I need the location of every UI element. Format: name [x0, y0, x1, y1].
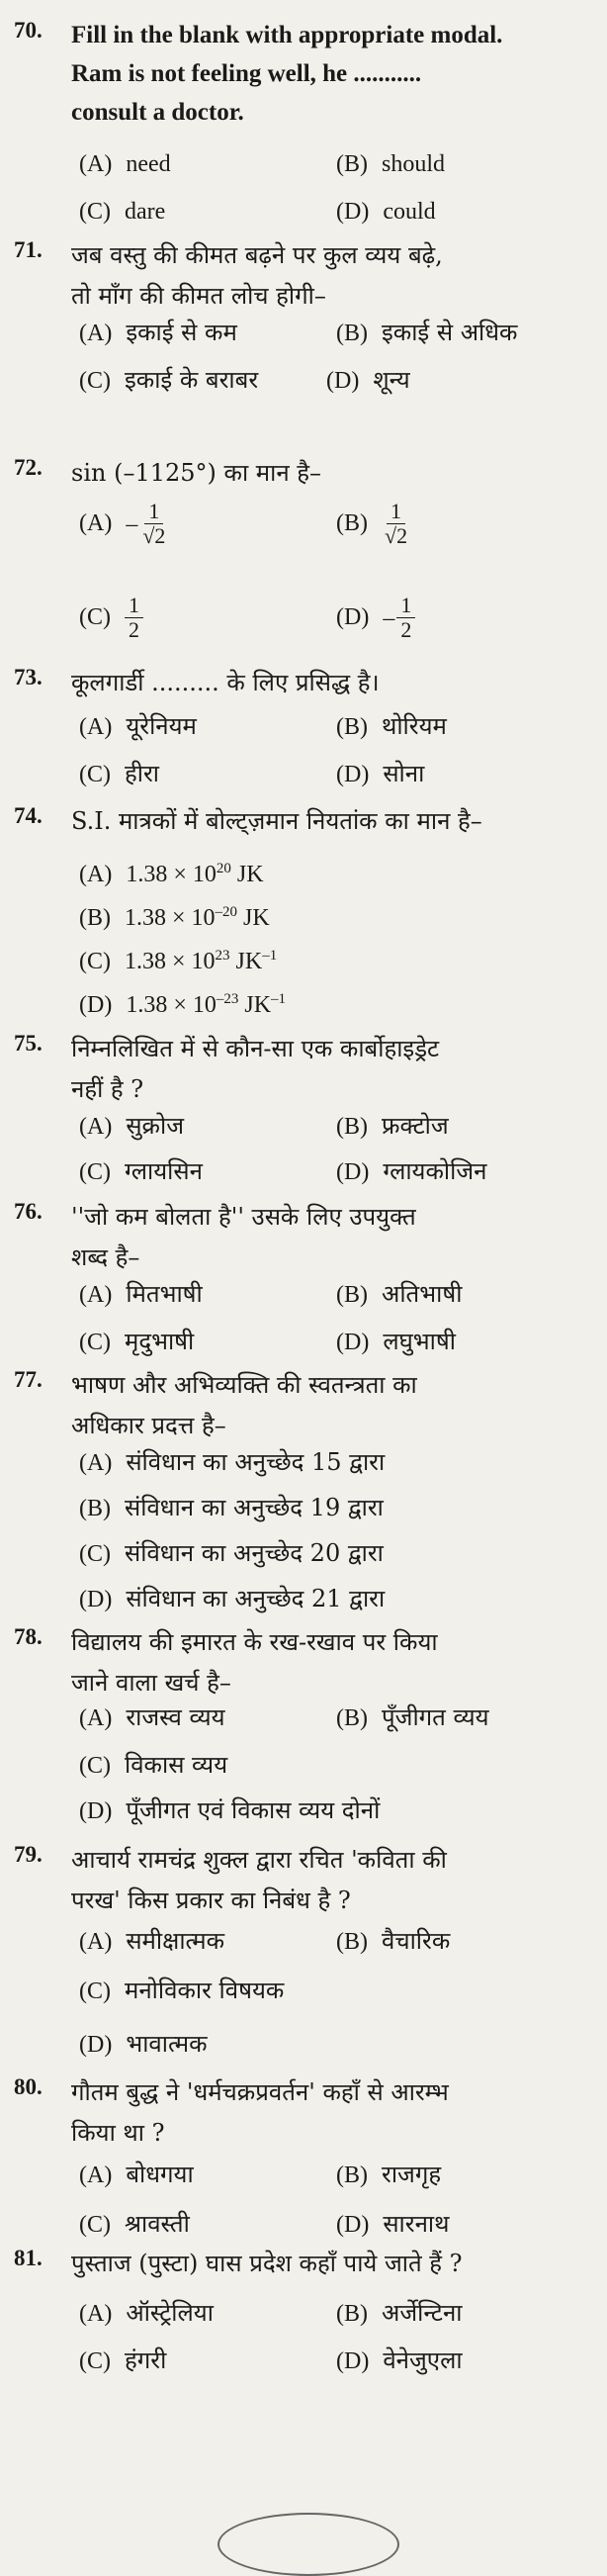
answer-option[interactable] — [336, 2208, 449, 2241]
option-label: (B) — [336, 1705, 368, 1731]
question-stem — [71, 801, 595, 842]
answer-option[interactable] — [79, 2208, 190, 2241]
option-text: फ्रक्टोज — [382, 1112, 449, 1140]
fraction-denominator: √2 — [385, 523, 408, 548]
answer-option[interactable] — [336, 710, 447, 743]
option-label: (D) — [79, 1798, 113, 1824]
answer-option[interactable] — [79, 1975, 284, 2007]
option-text: इकाई से कम — [126, 319, 237, 346]
question-stem — [71, 453, 595, 494]
answer-option[interactable] — [79, 710, 197, 743]
value-unit: JK — [230, 862, 264, 887]
question-stem — [71, 1197, 595, 1278]
question-line: शब्द है– — [71, 1243, 140, 1271]
answer-option[interactable] — [79, 2297, 214, 2330]
answer-option[interactable] — [336, 1110, 449, 1143]
question-line: परख' किस प्रकार का निबंध है ? — [71, 1886, 351, 1914]
option-label: (C) — [79, 1330, 111, 1355]
unit-exponent: –1 — [262, 948, 278, 964]
option-text: लघुभाषी — [383, 1328, 456, 1355]
option-label: (D) — [79, 1587, 113, 1612]
question-line: consult a doctor. — [71, 99, 244, 126]
minus-sign: – — [126, 510, 138, 537]
option-text: संविधान का अनुच्छेद 21 द्वारा — [126, 1585, 386, 1612]
value-base: 1.38 × 10 — [125, 905, 216, 931]
option-label: (C) — [79, 762, 111, 787]
option-label: (A) — [79, 510, 113, 536]
answer-option[interactable] — [336, 2345, 463, 2377]
answer-option[interactable] — [336, 2159, 441, 2191]
question-line: Ram is not feeling well, he ........... — [71, 60, 422, 87]
stamp-edge — [217, 2513, 399, 2576]
question-number: 80. — [14, 2074, 43, 2099]
answer-option[interactable] — [326, 364, 410, 397]
option-label: (C) — [79, 1753, 111, 1779]
answer-option[interactable] — [79, 317, 237, 349]
answer-option[interactable] — [336, 758, 424, 790]
question-line: गौतम बुद्ध ने 'धर्मचक्रप्रवर्तन' कहाँ से आरम्भ — [71, 2078, 449, 2106]
option-label: (D) — [336, 1159, 370, 1185]
fraction-numerator: 1 — [387, 500, 405, 524]
answer-option[interactable] — [79, 1794, 380, 1827]
option-text: संविधान का अनुच्छेद 15 द्वारा — [126, 1448, 386, 1476]
fraction-numerator: 1 — [396, 594, 415, 618]
option-label: (A) — [79, 321, 113, 346]
option-label: (B) — [336, 1929, 368, 1955]
value-unit: JK — [238, 992, 272, 1018]
question-number: 75. — [14, 1031, 43, 1056]
fraction-numerator: 1 — [144, 500, 163, 524]
question-number: 71. — [14, 237, 43, 262]
answer-option[interactable] — [336, 196, 436, 228]
option-label: (C) — [79, 604, 111, 630]
fraction-numerator: 1 — [125, 594, 143, 618]
answer-option[interactable] — [79, 1925, 224, 1958]
answer-option[interactable] — [79, 1326, 194, 1358]
value-base: 1.38 × 10 — [125, 949, 216, 974]
question-stem — [71, 1622, 595, 1703]
question-stem — [71, 1840, 595, 1921]
question-number: 77. — [14, 1367, 43, 1392]
answer-option[interactable] — [79, 2345, 166, 2377]
answer-option[interactable] — [79, 1110, 184, 1143]
option-text: मनोविकार विषयक — [125, 1977, 285, 2004]
option-label: (B) — [336, 321, 368, 346]
answer-option[interactable] — [79, 1155, 203, 1188]
question-line: भाषण और अभिव्यक्ति की स्वतन्त्रता का — [71, 1371, 417, 1399]
option-text: सुक्रोज — [126, 1112, 185, 1140]
option-text: अतिभाषी — [382, 1280, 463, 1308]
answer-option[interactable] — [79, 853, 264, 890]
option-text: could — [383, 199, 436, 225]
question-number: 73. — [14, 665, 43, 690]
option-label: (A) — [79, 1114, 113, 1140]
option-text: पूँजीगत व्यय — [382, 1703, 489, 1731]
answer-option[interactable] — [79, 1583, 385, 1615]
option-label: (D) — [79, 2032, 113, 2058]
option-label: (A) — [79, 2301, 113, 2327]
question-number: 79. — [14, 1842, 43, 1867]
option-text: हंगरी — [125, 2346, 167, 2374]
option-label: (D) — [336, 2348, 370, 2374]
question-stem — [71, 2244, 595, 2284]
option-text: मितभाषी — [126, 1280, 203, 1308]
answer-option[interactable] — [79, 1492, 384, 1524]
answer-option[interactable] — [79, 364, 258, 397]
option-label: (C) — [79, 2212, 111, 2238]
answer-option[interactable] — [79, 1278, 203, 1311]
option-text: इकाई के बराबर — [125, 366, 259, 394]
fraction — [125, 594, 143, 642]
value-base: 1.38 × 10 — [126, 992, 217, 1018]
option-label: (A) — [79, 2162, 113, 2188]
option-text: बोधगया — [126, 2161, 194, 2188]
value-exponent: 23 — [215, 948, 230, 964]
option-label: (D) — [336, 2212, 370, 2238]
option-label: (B) — [336, 2301, 368, 2327]
answer-option[interactable] — [79, 896, 270, 934]
question-stem — [71, 2072, 595, 2154]
value-unit: JK — [237, 905, 270, 931]
option-label: (A) — [79, 1705, 113, 1731]
option-label: (A) — [79, 714, 113, 740]
option-label: (D) — [336, 1330, 370, 1355]
answer-option[interactable] — [336, 1326, 456, 1358]
question-line: किया था ? — [71, 2119, 165, 2147]
answer-option[interactable] — [79, 758, 159, 790]
option-label: (B) — [79, 905, 111, 931]
option-text: विकास व्यय — [125, 1751, 228, 1779]
option-label: (A) — [79, 1450, 113, 1476]
answer-option[interactable] — [336, 317, 517, 349]
option-text: वेनेजुएला — [383, 2346, 463, 2374]
option-text: need — [126, 151, 171, 177]
option-label: (D) — [79, 992, 113, 1018]
question-line: तो माँग की कीमत लोच होगी– — [71, 282, 326, 310]
question-stem — [71, 16, 595, 132]
answer-option[interactable] — [79, 940, 277, 977]
answer-option[interactable] — [79, 594, 143, 642]
question-line: अधिकार प्रदत्त है– — [71, 1412, 226, 1439]
option-label: (C) — [79, 2348, 111, 2374]
option-text: मृदुभाषी — [125, 1328, 195, 1355]
answer-option[interactable] — [79, 500, 168, 548]
option-label: (B) — [336, 1114, 368, 1140]
option-label: (B) — [336, 714, 368, 740]
minus-sign: – — [383, 604, 395, 631]
answer-option[interactable] — [336, 1925, 450, 1958]
option-text: ग्लायसिन — [125, 1157, 203, 1185]
option-label: (B) — [336, 2162, 368, 2188]
answer-option[interactable] — [336, 500, 410, 548]
question-number: 70. — [14, 18, 43, 43]
question-stem — [71, 1365, 595, 1446]
option-text: राजस्व व्यय — [126, 1703, 225, 1731]
answer-option[interactable] — [336, 1702, 489, 1734]
answer-option[interactable] — [79, 983, 286, 1021]
option-text: संविधान का अनुच्छेद 19 द्वारा — [125, 1494, 384, 1521]
option-label: (C) — [79, 949, 111, 974]
option-label: (A) — [79, 862, 113, 887]
answer-option[interactable] — [336, 594, 415, 642]
fraction-denominator: 2 — [129, 617, 139, 642]
option-text: अर्जेन्टिना — [382, 2299, 463, 2327]
option-text: समीक्षात्मक — [126, 1927, 225, 1955]
option-text: dare — [125, 199, 166, 225]
option-label: (B) — [336, 1282, 368, 1308]
option-text: शून्य — [373, 366, 410, 394]
option-text: सोना — [383, 760, 425, 787]
question-number: 74. — [14, 803, 43, 828]
option-text: इकाई से अधिक — [382, 319, 518, 346]
fraction — [396, 594, 415, 642]
fraction — [139, 500, 168, 548]
answer-option[interactable] — [79, 1537, 384, 1570]
option-text: संविधान का अनुच्छेद 20 द्वारा — [125, 1539, 384, 1567]
value-base: 1.38 × 10 — [126, 862, 217, 887]
fraction — [382, 500, 410, 548]
option-label: (D) — [336, 762, 370, 787]
option-label: (C) — [79, 1541, 111, 1567]
value-exponent: 20 — [216, 861, 231, 876]
question-line: पुस्ताज (पुस्टा) घास प्रदेश कहाँ पाये जाते हैं ? — [71, 2250, 463, 2277]
option-label: (B) — [336, 510, 368, 536]
answer-option[interactable] — [79, 148, 171, 180]
question-line: विद्यालय की इमारत के रख-रखाव पर किया — [71, 1628, 438, 1656]
question-stem — [71, 663, 595, 703]
answer-option[interactable] — [79, 2159, 194, 2191]
option-text: ग्लायकोजिन — [383, 1157, 487, 1185]
value-exponent: –20 — [215, 904, 238, 920]
question-line: जब वस्तु की कीमत बढ़ने पर कुल व्यय बढ़े, — [71, 241, 443, 269]
option-label: (C) — [79, 199, 111, 225]
option-text: श्रावस्ती — [125, 2210, 190, 2238]
option-text: should — [382, 151, 446, 177]
answer-option[interactable] — [336, 1155, 486, 1188]
option-label: (A) — [79, 1282, 113, 1308]
option-text: ऑस्ट्रेलिया — [126, 2299, 214, 2327]
answer-option[interactable] — [336, 2297, 463, 2330]
option-text: पूँजीगत एवं विकास व्यय दोनों — [126, 1796, 381, 1824]
answer-option[interactable] — [79, 1446, 385, 1479]
option-label: (A) — [79, 151, 113, 177]
question-stem — [71, 1029, 595, 1110]
question-number: 78. — [14, 1624, 43, 1649]
answer-option[interactable] — [79, 1749, 227, 1782]
question-number: 81. — [14, 2246, 43, 2270]
question-line: जाने वाला खर्च है– — [71, 1669, 231, 1697]
answer-option[interactable] — [79, 196, 165, 228]
answer-option[interactable] — [79, 2028, 208, 2061]
answer-option[interactable] — [336, 1278, 462, 1311]
question-line: आचार्य रामचंद्र शुक्ल द्वारा रचित 'कविता की — [71, 1846, 447, 1874]
option-text: थोरियम — [382, 712, 447, 740]
question-line: S.I. मात्रकों में बोल्ट्ज़मान नियतांक का मान है– — [71, 807, 482, 835]
fraction-denominator: 2 — [400, 617, 412, 642]
question-number: 72. — [14, 455, 43, 480]
answer-option[interactable] — [336, 148, 445, 180]
option-label: (C) — [79, 1159, 111, 1185]
option-text: सारनाथ — [383, 2210, 450, 2238]
option-label: (B) — [336, 151, 368, 177]
option-label: (A) — [79, 1929, 113, 1955]
question-line: ''जो कम बोलता है'' उसके लिए उपयुक्त — [71, 1203, 416, 1231]
option-label: (C) — [79, 1978, 111, 2004]
question-number: 76. — [14, 1199, 43, 1224]
unit-exponent: –1 — [271, 991, 287, 1007]
fraction-denominator: √2 — [142, 523, 166, 548]
question-line: sin (–1125°) का मान है– — [71, 459, 322, 487]
option-label: (D) — [336, 199, 370, 225]
question-line: निम्नलिखित में से कौन-सा एक कार्बोहाइड्रेट — [71, 1035, 440, 1062]
option-label: (C) — [79, 368, 111, 394]
option-label: (D) — [326, 368, 360, 394]
option-text: यूरेनियम — [126, 712, 197, 740]
option-text: राजगृह — [382, 2161, 442, 2188]
option-label: (D) — [336, 604, 370, 630]
option-text: वैचारिक — [382, 1927, 451, 1955]
value-exponent: –23 — [216, 991, 239, 1007]
question-line: कूलगार्डी ......... के लिए प्रसिद्ध है। — [71, 669, 380, 696]
question-line: Fill in the blank with appropriate modal. — [71, 22, 503, 48]
answer-option[interactable] — [79, 1702, 225, 1734]
option-text: भावात्मक — [126, 2030, 208, 2058]
question-line: नहीं है ? — [71, 1075, 144, 1103]
value-unit: JK — [229, 949, 263, 974]
option-text: हीरा — [125, 760, 159, 787]
question-stem — [71, 235, 595, 317]
option-label: (B) — [79, 1496, 111, 1521]
